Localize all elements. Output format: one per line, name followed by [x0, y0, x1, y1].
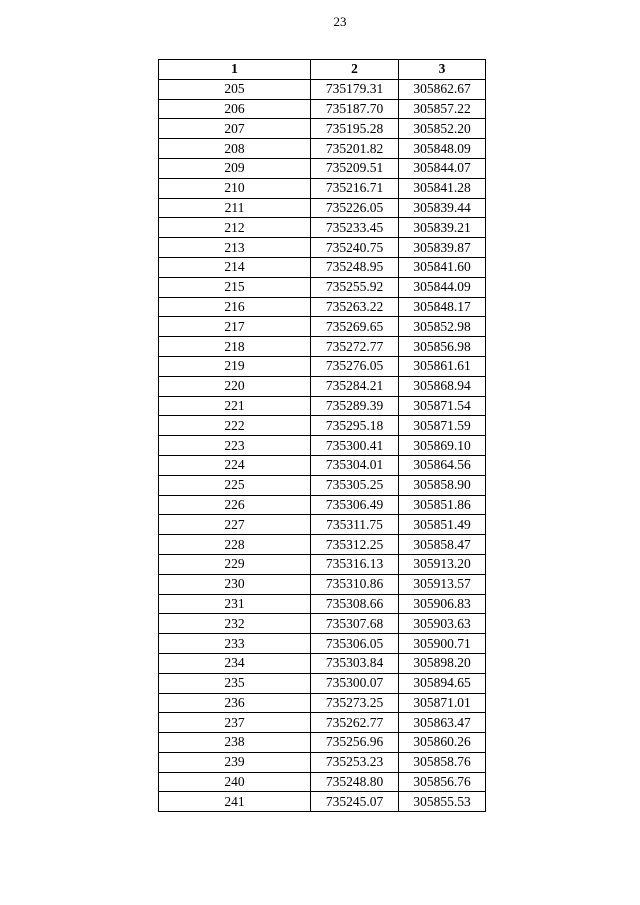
- point-number-cell: 232: [159, 614, 311, 634]
- x-coordinate-cell: 735289.39: [311, 396, 399, 416]
- y-coordinate-cell: 305869.10: [399, 436, 486, 456]
- table-row: [159, 337, 486, 357]
- y-coordinate-cell: 305839.87: [399, 238, 486, 258]
- column-header-2: 2: [311, 60, 399, 80]
- x-coordinate-cell: 735303.84: [311, 653, 399, 673]
- y-coordinate-cell: 305841.28: [399, 178, 486, 198]
- point-number-cell: 221: [159, 396, 311, 416]
- x-coordinate-cell: 735179.31: [311, 79, 399, 99]
- x-coordinate-cell: 735312.25: [311, 535, 399, 555]
- y-coordinate-cell: 305860.26: [399, 733, 486, 753]
- x-coordinate-cell: 735248.80: [311, 772, 399, 792]
- x-coordinate-cell: 735253.23: [311, 752, 399, 772]
- y-coordinate-cell: 305855.53: [399, 792, 486, 812]
- point-number-cell: 216: [159, 297, 311, 317]
- x-coordinate-cell: 735255.92: [311, 277, 399, 297]
- x-coordinate-cell: 735195.28: [311, 119, 399, 139]
- y-coordinate-cell: 305858.90: [399, 475, 486, 495]
- point-number-cell: 236: [159, 693, 311, 713]
- x-coordinate-cell: 735306.49: [311, 495, 399, 515]
- y-coordinate-cell: 305851.49: [399, 515, 486, 535]
- x-coordinate-cell: 735226.05: [311, 198, 399, 218]
- x-coordinate-cell: 735256.96: [311, 733, 399, 753]
- table-row: [159, 515, 486, 535]
- table-row: [159, 198, 486, 218]
- point-number-cell: 223: [159, 436, 311, 456]
- x-coordinate-cell: 735209.51: [311, 158, 399, 178]
- point-number-cell: 238: [159, 733, 311, 753]
- y-coordinate-cell: 305841.60: [399, 257, 486, 277]
- x-coordinate-cell: 735262.77: [311, 713, 399, 733]
- y-coordinate-cell: 305857.22: [399, 99, 486, 119]
- point-number-cell: 206: [159, 99, 311, 119]
- point-number-cell: 208: [159, 139, 311, 159]
- table-row: [159, 277, 486, 297]
- table-row: [159, 99, 486, 119]
- x-coordinate-cell: 735307.68: [311, 614, 399, 634]
- y-coordinate-cell: 305894.65: [399, 673, 486, 693]
- table-row: [159, 792, 486, 812]
- point-number-cell: 215: [159, 277, 311, 297]
- page-number: 23: [333, 14, 347, 29]
- table-row: [159, 594, 486, 614]
- point-number-cell: 222: [159, 416, 311, 436]
- x-coordinate-cell: 735233.45: [311, 218, 399, 238]
- table-row: [159, 178, 486, 198]
- table-row: [159, 356, 486, 376]
- point-number-cell: 213: [159, 238, 311, 258]
- x-coordinate-cell: 735308.66: [311, 594, 399, 614]
- x-coordinate-cell: 735216.71: [311, 178, 399, 198]
- y-coordinate-cell: 305858.47: [399, 535, 486, 555]
- y-coordinate-cell: 305871.59: [399, 416, 486, 436]
- y-coordinate-cell: 305898.20: [399, 653, 486, 673]
- x-coordinate-cell: 735263.22: [311, 297, 399, 317]
- table-row: [159, 238, 486, 258]
- x-coordinate-cell: 735245.07: [311, 792, 399, 812]
- point-number-cell: 209: [159, 158, 311, 178]
- table-row: [159, 673, 486, 693]
- x-coordinate-cell: 735276.05: [311, 356, 399, 376]
- point-number-cell: 214: [159, 257, 311, 277]
- y-coordinate-cell: 305856.76: [399, 772, 486, 792]
- y-coordinate-cell: 305900.71: [399, 634, 486, 654]
- point-number-cell: 205: [159, 79, 311, 99]
- table-row: [159, 733, 486, 753]
- y-coordinate-cell: 305852.98: [399, 317, 486, 337]
- point-number-cell: 235: [159, 673, 311, 693]
- y-coordinate-cell: 305851.86: [399, 495, 486, 515]
- x-coordinate-cell: 735306.05: [311, 634, 399, 654]
- y-coordinate-cell: 305906.83: [399, 594, 486, 614]
- x-coordinate-cell: 735300.07: [311, 673, 399, 693]
- table-row: [159, 158, 486, 178]
- y-coordinate-cell: 305871.54: [399, 396, 486, 416]
- x-coordinate-cell: 735240.75: [311, 238, 399, 258]
- point-number-cell: 225: [159, 475, 311, 495]
- y-coordinate-cell: 305839.21: [399, 218, 486, 238]
- point-number-cell: 220: [159, 376, 311, 396]
- point-number-cell: 230: [159, 574, 311, 594]
- point-number-cell: 240: [159, 772, 311, 792]
- table-row: [159, 297, 486, 317]
- point-number-cell: 229: [159, 554, 311, 574]
- y-coordinate-cell: 305903.63: [399, 614, 486, 634]
- y-coordinate-cell: 305862.67: [399, 79, 486, 99]
- table-row: [159, 554, 486, 574]
- point-number-cell: 218: [159, 337, 311, 357]
- point-number-cell: 217: [159, 317, 311, 337]
- x-coordinate-cell: 735248.95: [311, 257, 399, 277]
- table-row: [159, 574, 486, 594]
- x-coordinate-cell: 735300.41: [311, 436, 399, 456]
- x-coordinate-cell: 735295.18: [311, 416, 399, 436]
- table-row: [159, 455, 486, 475]
- point-number-cell: 210: [159, 178, 311, 198]
- y-coordinate-cell: 305871.01: [399, 693, 486, 713]
- y-coordinate-cell: 305839.44: [399, 198, 486, 218]
- point-number-cell: 234: [159, 653, 311, 673]
- x-coordinate-cell: 735316.13: [311, 554, 399, 574]
- x-coordinate-cell: 735269.65: [311, 317, 399, 337]
- y-coordinate-cell: 305844.07: [399, 158, 486, 178]
- point-number-cell: 241: [159, 792, 311, 812]
- table-row: [159, 416, 486, 436]
- table-row: [159, 376, 486, 396]
- point-number-cell: 231: [159, 594, 311, 614]
- table-row: [159, 139, 486, 159]
- point-number-cell: 226: [159, 495, 311, 515]
- point-number-cell: 207: [159, 119, 311, 139]
- table-header-row: [159, 60, 486, 80]
- y-coordinate-cell: 305861.61: [399, 356, 486, 376]
- y-coordinate-cell: 305863.47: [399, 713, 486, 733]
- point-number-cell: 239: [159, 752, 311, 772]
- table-row: [159, 475, 486, 495]
- y-coordinate-cell: 305844.09: [399, 277, 486, 297]
- y-coordinate-cell: 305858.76: [399, 752, 486, 772]
- x-coordinate-cell: 735273.25: [311, 693, 399, 713]
- point-number-cell: 212: [159, 218, 311, 238]
- table-row: [159, 772, 486, 792]
- x-coordinate-cell: 735304.01: [311, 455, 399, 475]
- table-row: [159, 535, 486, 555]
- table-row: [159, 495, 486, 515]
- point-number-cell: 227: [159, 515, 311, 535]
- x-coordinate-cell: 735311.75: [311, 515, 399, 535]
- table-body: [159, 79, 486, 811]
- x-coordinate-cell: 735187.70: [311, 99, 399, 119]
- y-coordinate-cell: 305864.56: [399, 455, 486, 475]
- table-row: [159, 119, 486, 139]
- point-number-cell: 237: [159, 713, 311, 733]
- table-row: [159, 713, 486, 733]
- table-row: [159, 752, 486, 772]
- table-row: [159, 653, 486, 673]
- table-row: [159, 634, 486, 654]
- point-number-cell: 211: [159, 198, 311, 218]
- y-coordinate-cell: 305848.17: [399, 297, 486, 317]
- x-coordinate-cell: 735201.82: [311, 139, 399, 159]
- table-row: [159, 79, 486, 99]
- y-coordinate-cell: 305852.20: [399, 119, 486, 139]
- table-row: [159, 218, 486, 238]
- y-coordinate-cell: 305913.57: [399, 574, 486, 594]
- column-header-3: 3: [399, 60, 486, 80]
- point-number-cell: 219: [159, 356, 311, 376]
- x-coordinate-cell: 735305.25: [311, 475, 399, 495]
- y-coordinate-cell: 305913.20: [399, 554, 486, 574]
- x-coordinate-cell: 735284.21: [311, 376, 399, 396]
- table-row: [159, 396, 486, 416]
- column-header-1: 1: [159, 60, 311, 80]
- coordinates-table: [158, 59, 486, 812]
- point-number-cell: 233: [159, 634, 311, 654]
- point-number-cell: 228: [159, 535, 311, 555]
- y-coordinate-cell: 305868.94: [399, 376, 486, 396]
- x-coordinate-cell: 735272.77: [311, 337, 399, 357]
- x-coordinate-cell: 735310.86: [311, 574, 399, 594]
- y-coordinate-cell: 305856.98: [399, 337, 486, 357]
- table-row: [159, 693, 486, 713]
- table-row: [159, 614, 486, 634]
- table-row: [159, 436, 486, 456]
- table-row: [159, 257, 486, 277]
- table-row: [159, 317, 486, 337]
- point-number-cell: 224: [159, 455, 311, 475]
- y-coordinate-cell: 305848.09: [399, 139, 486, 159]
